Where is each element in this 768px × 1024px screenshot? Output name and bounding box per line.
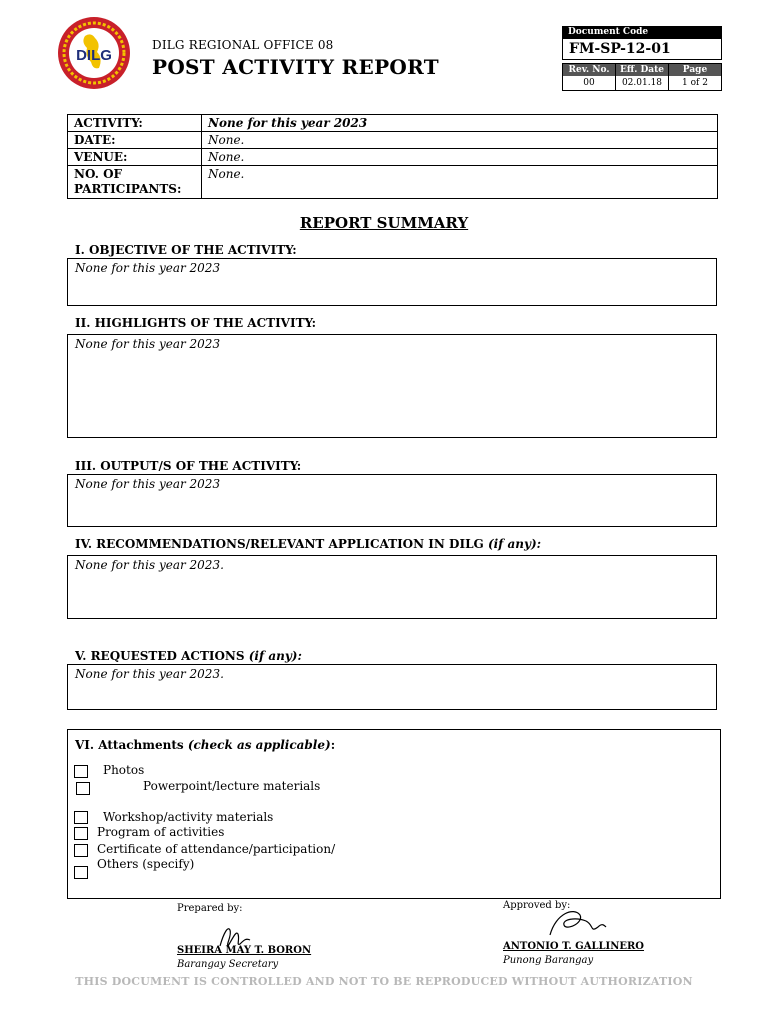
footer-notice: THIS DOCUMENT IS CONTROLLED AND NOT TO BE REPRODUCED WITHOUT AUTHORIZATION — [75, 975, 693, 988]
approved-signature-icon — [546, 905, 608, 941]
photos-checkbox[interactable] — [74, 765, 88, 778]
venue-label: VENUE: — [68, 149, 202, 166]
objective-box — [67, 258, 717, 306]
svg-text:DILG: DILG — [76, 47, 112, 64]
table-row — [68, 149, 718, 166]
prepared-by-role: Barangay Secretary — [177, 959, 279, 970]
requested-actions-box — [67, 664, 717, 710]
page-cell: Page 1 of 2 — [669, 63, 722, 91]
workshop-label: Workshop/activity materials — [103, 810, 274, 824]
document-meta — [562, 63, 722, 91]
powerpoint-checkbox[interactable] — [76, 782, 90, 795]
table-row — [68, 166, 718, 199]
table-row — [68, 115, 718, 132]
date-label: DATE: — [68, 132, 202, 149]
program-label: Program of activities — [97, 825, 225, 839]
rev-no-cell: Rev. No. 00 — [562, 63, 616, 91]
others-label: Others (specify) — [97, 857, 195, 871]
highlights-box — [67, 334, 717, 438]
document-code: FM-SP-12-01 — [562, 39, 722, 60]
program-checkbox[interactable] — [74, 827, 88, 840]
prepared-by-name: SHEIRA MAY T. BORON — [177, 945, 312, 956]
approved-by-role: Punong Barangay — [503, 955, 594, 966]
highlights-text: None for this year 2023 — [75, 337, 221, 351]
workshop-checkbox[interactable] — [74, 811, 88, 824]
attachments-heading: VI. Attachments (check as applicable): — [75, 738, 336, 752]
recommendations-heading: IV. RECOMMENDATIONS/RELEVANT APPLICATION IN DILG (if any): — [75, 537, 542, 551]
venue-value: None. — [202, 149, 718, 166]
document-code-label: Document Code — [562, 26, 722, 39]
output-box — [67, 474, 717, 527]
objective-text: None for this year 2023 — [75, 261, 221, 275]
highlights-heading: II. HIGHLIGHTS OF THE ACTIVITY: — [75, 316, 317, 330]
approved-by-name: ANTONIO T. GALLINERO — [503, 941, 645, 952]
objective-heading: I. OBJECTIVE OF THE ACTIVITY: — [75, 243, 297, 257]
eff-date-cell: Eff. Date 02.01.18 — [616, 63, 669, 91]
requested-actions-heading: V. REQUESTED ACTIONS (if any): — [75, 649, 302, 663]
recommendations-box — [67, 555, 717, 619]
approved-by-label: Approved by: — [503, 900, 571, 911]
activity-value: None for this year 2023 — [202, 115, 718, 132]
page-title: POST ACTIVITY REPORT — [152, 55, 439, 79]
office-name: DILG REGIONAL OFFICE 08 — [152, 38, 334, 52]
participants-label: NO. OF PARTICIPANTS: — [68, 166, 202, 199]
table-row — [68, 132, 718, 149]
photos-label: Photos — [103, 763, 145, 777]
document-code-box — [562, 26, 722, 91]
certificate-label: Certificate of attendance/participation/ — [97, 842, 336, 856]
report-summary-heading: REPORT SUMMARY — [299, 214, 469, 232]
date-value: None. — [202, 132, 718, 149]
participants-value: None. — [202, 166, 718, 199]
activity-label: ACTIVITY: — [68, 115, 202, 132]
prepared-by-label: Prepared by: — [177, 903, 243, 914]
attachments-box — [67, 729, 721, 899]
powerpoint-label: Powerpoint/lecture materials — [143, 779, 321, 793]
requested-actions-text: None for this year 2023. — [75, 667, 224, 681]
activity-info-table — [67, 114, 718, 199]
output-heading: III. OUTPUT/S OF THE ACTIVITY: — [75, 459, 302, 473]
dilg-logo — [57, 16, 131, 90]
recommendations-text: None for this year 2023. — [75, 558, 224, 572]
others-checkbox[interactable] — [74, 866, 88, 879]
certificate-checkbox[interactable] — [74, 844, 88, 857]
output-text: None for this year 2023 — [75, 477, 221, 491]
